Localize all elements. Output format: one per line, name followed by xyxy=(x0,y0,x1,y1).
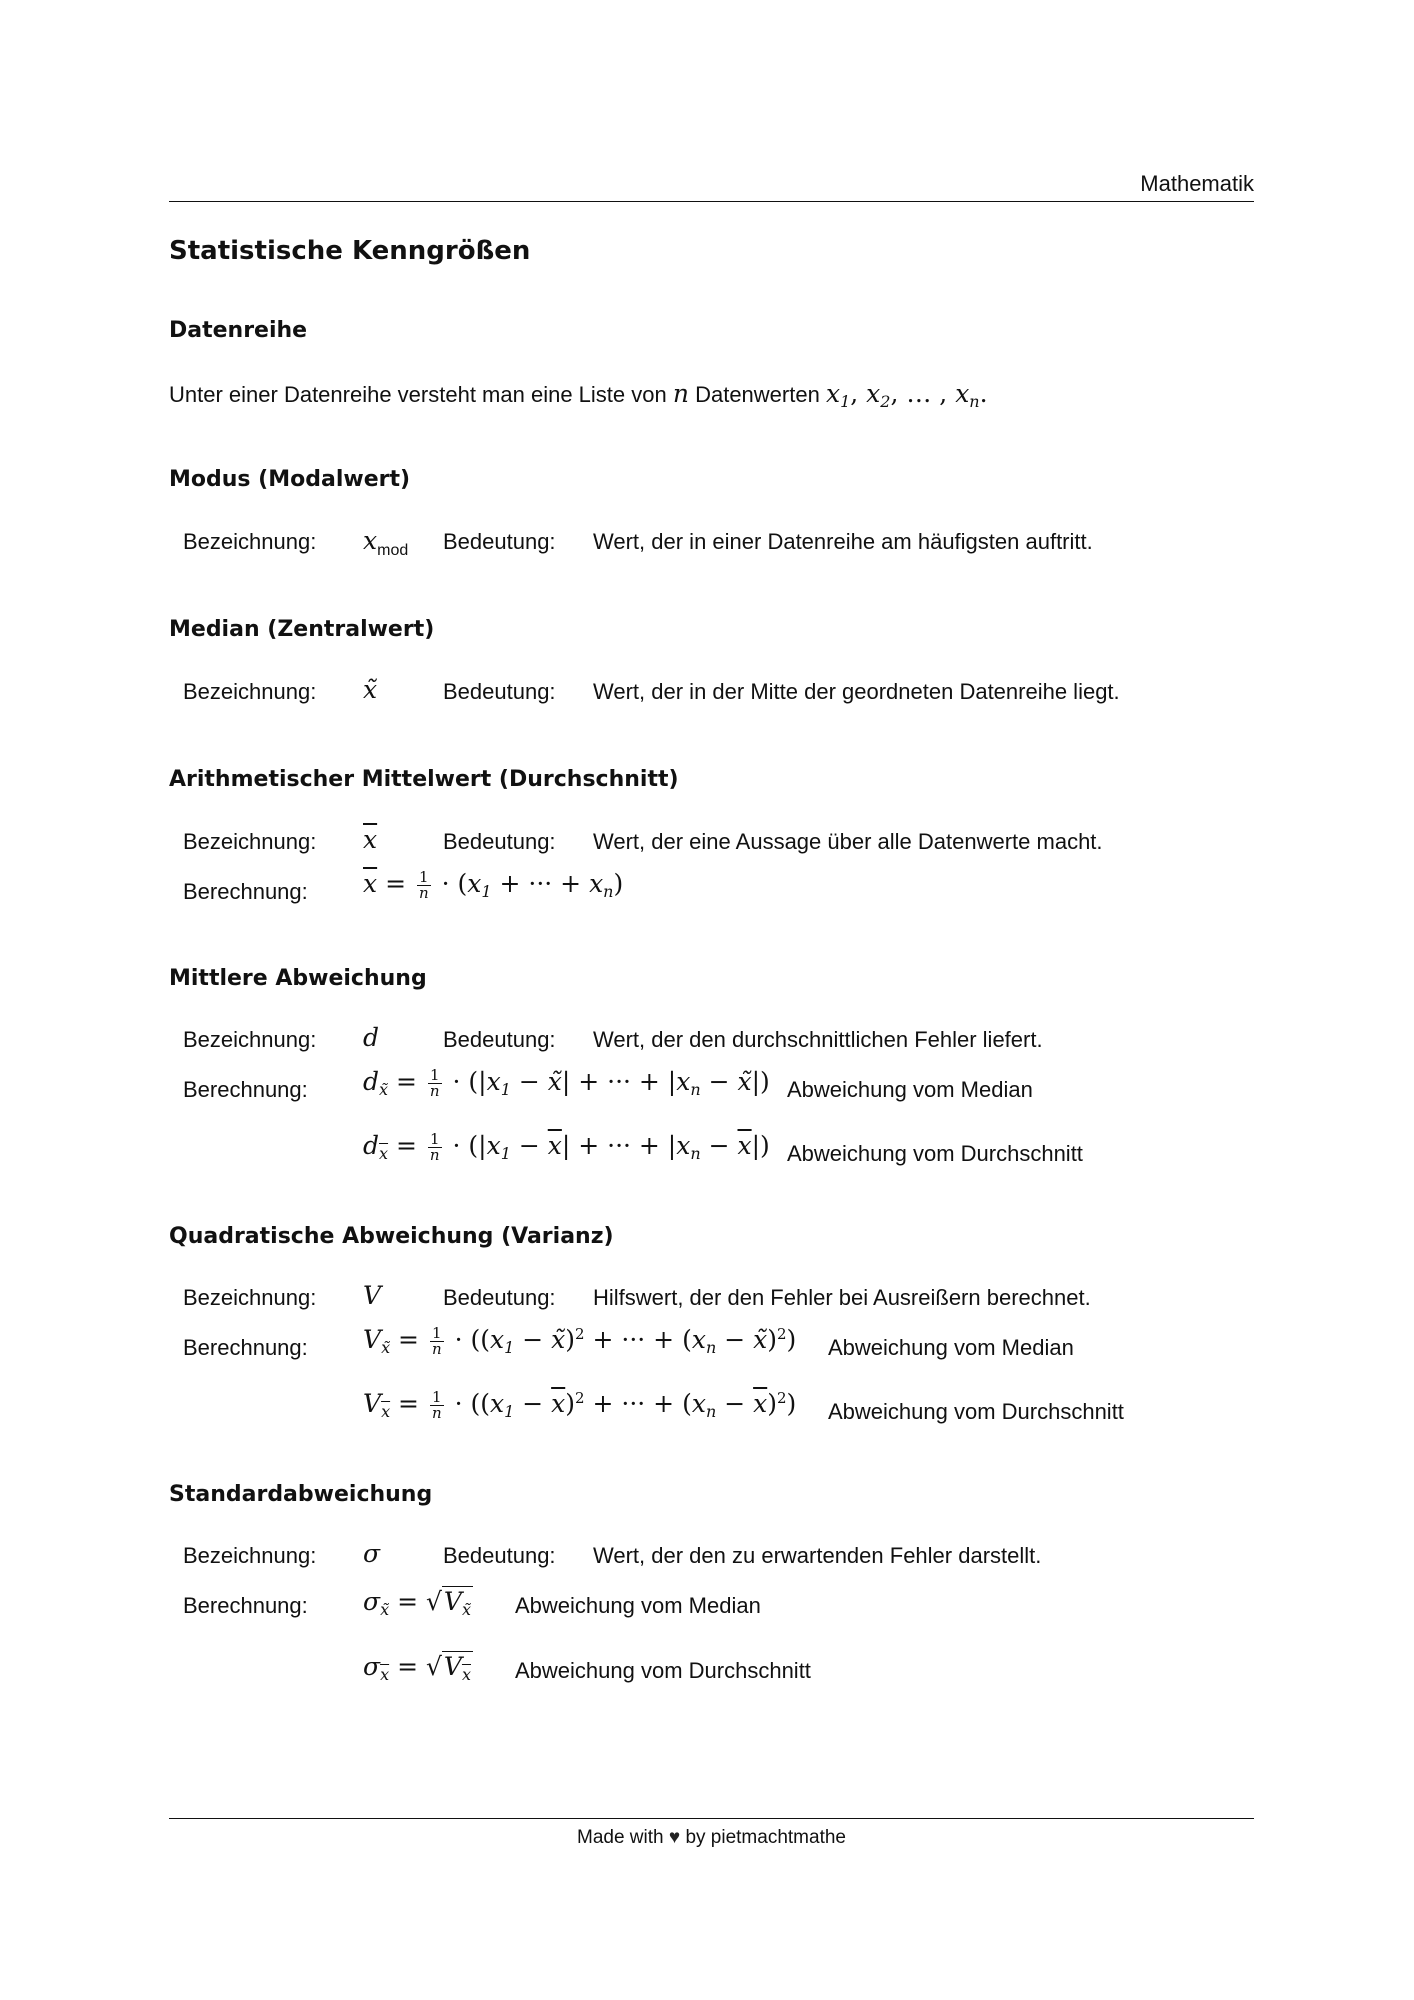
label-bezeichnung: Bezeichnung: xyxy=(183,529,317,554)
document-page xyxy=(169,0,1254,2000)
datenreihe-text: Unter einer Datenreihe versteht man eine Liste von xyxy=(169,382,667,407)
footer-author: by pietmachtmathe xyxy=(685,1827,846,1848)
note-mittlere-durchschnitt: Abweichung vom Durchschnitt xyxy=(787,1141,1083,1166)
note-standard-durchschnitt: Abweichung vom Durchschnitt xyxy=(515,1658,811,1683)
label-bedeutung: Bedeutung: xyxy=(443,1285,556,1310)
note-varianz-median: Abweichung vom Median xyxy=(828,1335,1074,1360)
header-rule xyxy=(169,201,1254,202)
formula-n: n xyxy=(672,379,689,408)
label-bedeutung: Bedeutung: xyxy=(443,529,556,554)
section-title-datenreihe: Datenreihe xyxy=(169,318,308,343)
formula-varianz-median: $V_{x̃}$ = $\frac{1}{n}$ · (($x_1$ − x̃)$^2$ + ··· + ($x_n$ − x̃)$^2$) xyxy=(363,1324,797,1358)
label-bezeichnung: Bezeichnung: xyxy=(183,1543,317,1568)
formula-standard-durchschnitt: $\sigma_{\overline{x}} = √V_{\overline{x}}$ xyxy=(363,1652,471,1684)
meaning-varianz: Hilfswert, der den Fehler bei Ausreißern berechnet. xyxy=(593,1285,1091,1310)
section-title-mittlere: Mittlere Abweichung xyxy=(169,966,427,991)
symbol-mittlere: d xyxy=(363,1023,380,1052)
meaning-mittelwert: Wert, der eine Aussage über alle Datenwerte macht. xyxy=(593,829,1103,854)
formula-standard-median: $\sigma_{x̃} = √V_{x̃}$ xyxy=(363,1587,471,1619)
section-title-median: Median (Zentralwert) xyxy=(169,617,435,642)
footer xyxy=(169,1827,1254,1849)
datenreihe-definition xyxy=(169,379,988,411)
label-bedeutung: Bedeutung: xyxy=(443,1027,556,1052)
footer-rule xyxy=(169,1818,1254,1819)
label-berechnung: Berechnung: xyxy=(183,1335,308,1360)
section-title-modus: Modus (Modalwert) xyxy=(169,467,411,492)
label-bezeichnung: Bezeichnung: xyxy=(183,1027,317,1052)
section-title-standard: Standardabweichung xyxy=(169,1482,433,1507)
note-standard-median: Abweichung vom Median xyxy=(515,1593,761,1618)
symbol-varianz: V xyxy=(363,1281,382,1310)
footer-made-with: Made with xyxy=(577,1827,664,1848)
label-bezeichnung: Bezeichnung: xyxy=(183,679,317,704)
formula-mittlere-durchschnitt: $d_{\overline{x}}$ = $\frac{1}{n}$ · ($|x_1 - \overline{x}|$ + ··· + $|x_n - \overline{x}|$) xyxy=(363,1130,770,1164)
label-bedeutung: Bedeutung: xyxy=(443,679,556,704)
header-subject: Mathematik xyxy=(1140,171,1254,196)
symbol-median: x̃ xyxy=(363,675,378,704)
label-berechnung: Berechnung: xyxy=(183,1077,308,1102)
meaning-standard: Wert, der den zu erwartenden Fehler darstellt. xyxy=(593,1543,1042,1568)
formula-mittlere-median: $d_{x̃}$ = $\frac{1}{n}$ · ($|x_1$ − x̃| + ··· + $|x_n$ − x̃|) xyxy=(363,1066,770,1100)
formula-varianz-durchschnitt: $V_{\overline{x}}$ = $\frac{1}{n}$ · ($(x_1 - \overline{x})^2$ + ··· + $(x_n - \overline{x})^2$) xyxy=(363,1388,797,1422)
section-title-varianz: Quadratische Abweichung (Varianz) xyxy=(169,1224,614,1249)
note-mittlere-median: Abweichung vom Median xyxy=(787,1077,1033,1102)
symbol-modus: $x_{mod}$ xyxy=(363,526,409,559)
symbol-standard: σ xyxy=(363,1539,381,1568)
label-bezeichnung: Bezeichnung: xyxy=(183,1285,317,1310)
meaning-median: Wert, der in der Mitte der geordneten Datenreihe liegt. xyxy=(593,679,1120,704)
section-title-mittelwert: Arithmetischer Mittelwert (Durchschnitt) xyxy=(169,767,679,792)
formula-mittelwert: $\overline{x}$ = $\frac{1}{n}$ · ($x_1$ + ··· + $x_n$) xyxy=(363,868,624,902)
label-bedeutung: Bedeutung: xyxy=(443,1543,556,1568)
formula-datenreihe: $x_1$, $x_2$, … , $x_n$. xyxy=(825,379,988,411)
meaning-mittlere: Wert, der den durchschnittlichen Fehler liefert. xyxy=(593,1027,1043,1052)
label-bedeutung: Bedeutung: xyxy=(443,829,556,854)
label-bezeichnung: Bezeichnung: xyxy=(183,829,317,854)
heart-icon: ♥ xyxy=(668,1827,681,1848)
label-berechnung: Berechnung: xyxy=(183,879,308,904)
note-varianz-durchschnitt: Abweichung vom Durchschnitt xyxy=(828,1399,1124,1424)
symbol-mittelwert: $\overline{x}$ xyxy=(363,825,378,854)
label-berechnung: Berechnung: xyxy=(183,1593,308,1618)
datenreihe-text2: Datenwerten xyxy=(695,382,820,407)
page-title: Statistische Kenngrößen xyxy=(169,236,531,266)
meaning-modus: Wert, der in einer Datenreihe am häufigsten auftritt. xyxy=(593,529,1093,554)
